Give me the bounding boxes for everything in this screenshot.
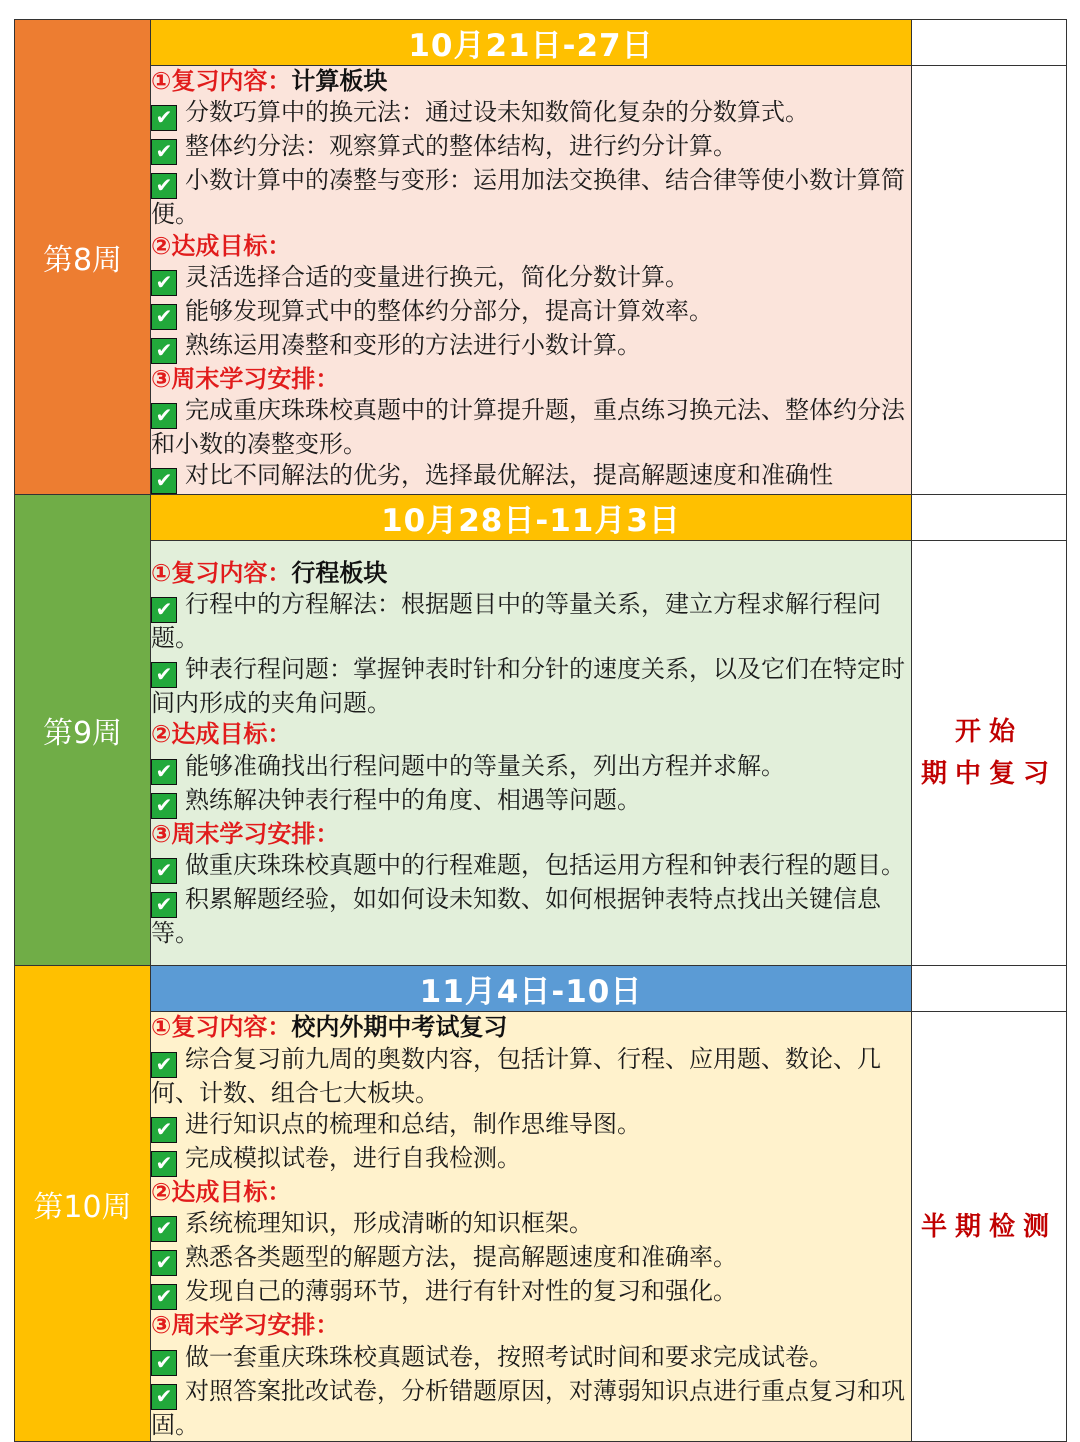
checkbox-checked-icon: ✔ bbox=[151, 270, 177, 296]
note-header-cell bbox=[912, 966, 1067, 1012]
checklist-item bbox=[151, 460, 911, 494]
checklist-item-text: 系统梳理知识，形成清晰的知识框架。 bbox=[185, 1209, 593, 1238]
checkbox-checked-icon: ✔ bbox=[151, 759, 177, 785]
week-note bbox=[912, 1012, 1067, 1441]
checklist-item-text: 行程中的方程解法：根据题目中的等量关系，建立方程求解行程问题。 bbox=[151, 589, 881, 652]
section-topic: 行程板块 bbox=[291, 558, 388, 587]
week-content bbox=[151, 541, 912, 966]
week-content-row bbox=[15, 541, 1067, 966]
checklist-item bbox=[151, 1208, 911, 1242]
checklist-item-text: 积累解题经验，如如何设未知数、如何根据钟表特点找出关键信息等。 bbox=[151, 885, 881, 948]
checklist-item-text: 整体约分法：观察算式的整体结构，进行约分计算。 bbox=[185, 132, 737, 161]
checklist-item bbox=[151, 330, 911, 364]
checkbox-checked-icon: ✔ bbox=[151, 1052, 177, 1078]
section-label: ①复习内容： bbox=[151, 1013, 292, 1042]
week-note-line: 开始 bbox=[954, 717, 1023, 748]
checklist-item-text: 对照答案批改试卷，分析错题原因，对薄弱知识点进行重点复习和巩固。 bbox=[151, 1376, 905, 1439]
section-topic: 校内外期中考试复习 bbox=[291, 1013, 508, 1042]
week-content bbox=[151, 1012, 912, 1441]
checklist-item-text: 发现自己的薄弱环节，进行有针对性的复习和强化。 bbox=[185, 1277, 737, 1306]
checklist-item bbox=[151, 296, 911, 330]
checkbox-checked-icon: ✔ bbox=[151, 1250, 177, 1276]
section-heading bbox=[151, 66, 911, 97]
week-note-line: 半期检测 bbox=[920, 1211, 1057, 1242]
checkbox-checked-icon: ✔ bbox=[151, 1284, 177, 1310]
week-label: 第9周 bbox=[15, 495, 151, 966]
week-label: 第10周 bbox=[15, 966, 151, 1441]
section-heading bbox=[151, 1012, 911, 1043]
checklist-item-text: 熟练解决钟表行程中的角度、相遇等问题。 bbox=[185, 785, 641, 814]
checkbox-checked-icon: ✔ bbox=[151, 858, 177, 884]
checklist-item-text: 熟悉各类题型的解题方法，提高解题速度和准确率。 bbox=[185, 1243, 737, 1272]
checklist-item bbox=[151, 1109, 911, 1143]
section-heading bbox=[151, 819, 911, 850]
section-label: ③周末学习安排： bbox=[151, 819, 340, 848]
week-content-row bbox=[15, 1012, 1067, 1441]
checklist-item bbox=[151, 884, 911, 949]
checkbox-checked-icon: ✔ bbox=[151, 1151, 177, 1177]
checklist-item bbox=[151, 1242, 911, 1276]
note-header-cell bbox=[912, 20, 1067, 66]
checklist-item bbox=[151, 1276, 911, 1310]
section-heading bbox=[151, 231, 911, 262]
checklist-item bbox=[151, 1376, 911, 1441]
checklist-item-text: 综合复习前九周的奥数内容，包括计算、行程、应用题、数论、几何、计数、组合七大板块。 bbox=[151, 1044, 881, 1107]
section-label: ①复习内容： bbox=[151, 558, 292, 587]
checkbox-checked-icon: ✔ bbox=[151, 468, 177, 494]
checklist-item bbox=[151, 654, 911, 719]
date-range-header: 11月4日-10日 bbox=[151, 966, 912, 1012]
section-heading bbox=[151, 1310, 911, 1341]
checklist-item-text: 做重庆珠珠校真题中的行程难题，包括运用方程和钟表行程的题目。 bbox=[185, 851, 905, 880]
section-heading bbox=[151, 558, 911, 589]
checkbox-checked-icon: ✔ bbox=[151, 173, 177, 199]
week-content bbox=[151, 66, 912, 495]
checklist-item bbox=[151, 1342, 911, 1376]
week-label: 第8周 bbox=[15, 20, 151, 495]
checkbox-checked-icon: ✔ bbox=[151, 139, 177, 165]
checkbox-checked-icon: ✔ bbox=[151, 793, 177, 819]
note-header-cell bbox=[912, 495, 1067, 541]
week-content-row bbox=[15, 66, 1067, 495]
checklist-item bbox=[151, 262, 911, 296]
checkbox-checked-icon: ✔ bbox=[151, 338, 177, 364]
checklist-item-text: 灵活选择合适的变量进行换元，简化分数计算。 bbox=[185, 262, 689, 291]
checklist-item-text: 完成模拟试卷，进行自我检测。 bbox=[185, 1144, 521, 1173]
checklist-item-text: 进行知识点的梳理和总结，制作思维导图。 bbox=[185, 1110, 641, 1139]
study-plan-table bbox=[14, 19, 1067, 1442]
week-date-row bbox=[15, 966, 1067, 1012]
section-label: ③周末学习安排： bbox=[151, 1311, 340, 1340]
checkbox-checked-icon: ✔ bbox=[151, 1384, 177, 1410]
week-date-row bbox=[15, 20, 1067, 66]
checklist-item bbox=[151, 1044, 911, 1109]
checkbox-checked-icon: ✔ bbox=[151, 403, 177, 429]
section-label: ①复习内容： bbox=[151, 67, 292, 95]
checklist-item-text: 小数计算中的凑整与变形：运用加法交换律、结合律等使小数计算简便。 bbox=[151, 166, 905, 229]
checklist-item bbox=[151, 751, 911, 785]
checklist-item-text: 做一套重庆珠珠校真题试卷，按照考试时间和要求完成试卷。 bbox=[185, 1342, 833, 1371]
checklist-item bbox=[151, 589, 911, 654]
date-range-header: 10月28日-11月3日 bbox=[151, 495, 912, 541]
checkbox-checked-icon: ✔ bbox=[151, 105, 177, 131]
checklist-item-text: 分数巧算中的换元法：通过设未知数简化复杂的分数算式。 bbox=[185, 98, 809, 127]
checklist-item-text: 完成重庆珠珠校真题中的计算提升题，重点练习换元法、整体约分法和小数的凑整变形。 bbox=[151, 396, 905, 459]
section-label: ②达成目标： bbox=[151, 231, 292, 260]
section-topic: 计算板块 bbox=[291, 67, 388, 95]
week-note bbox=[912, 66, 1067, 495]
checklist-item bbox=[151, 395, 911, 460]
checkbox-checked-icon: ✔ bbox=[151, 597, 177, 623]
checklist-item bbox=[151, 785, 911, 819]
checkbox-checked-icon: ✔ bbox=[151, 1117, 177, 1143]
checkbox-checked-icon: ✔ bbox=[151, 662, 177, 688]
checklist-item bbox=[151, 97, 911, 131]
checkbox-checked-icon: ✔ bbox=[151, 304, 177, 330]
week-date-row bbox=[15, 495, 1067, 541]
checklist-item bbox=[151, 850, 911, 884]
section-heading bbox=[151, 1177, 911, 1208]
section-label: ②达成目标： bbox=[151, 720, 292, 749]
checklist-item bbox=[151, 131, 911, 165]
checklist-item-text: 熟练运用凑整和变形的方法进行小数计算。 bbox=[185, 330, 641, 359]
section-label: ②达成目标： bbox=[151, 1178, 292, 1207]
section-heading bbox=[151, 364, 911, 395]
section-label: ③周末学习安排： bbox=[151, 364, 340, 393]
checklist-item bbox=[151, 165, 911, 230]
checkbox-checked-icon: ✔ bbox=[151, 1350, 177, 1376]
section-heading bbox=[151, 719, 911, 750]
checklist-item-text: 能够发现算式中的整体约分部分，提高计算效率。 bbox=[185, 296, 713, 325]
date-range-header: 10月21日-27日 bbox=[151, 20, 912, 66]
checklist-item-text: 能够准确找出行程问题中的等量关系，列出方程并求解。 bbox=[185, 751, 785, 780]
checklist-item bbox=[151, 1143, 911, 1177]
checkbox-checked-icon: ✔ bbox=[151, 892, 177, 918]
week-note bbox=[912, 541, 1067, 966]
week-note-line: 期中复习 bbox=[920, 759, 1057, 790]
checklist-item-text: 对比不同解法的优劣，选择最优解法，提高解题速度和准确性 bbox=[185, 461, 833, 490]
checkbox-checked-icon: ✔ bbox=[151, 1216, 177, 1242]
checklist-item-text: 钟表行程问题：掌握钟表时针和分针的速度关系，以及它们在特定时间内形成的夹角问题。 bbox=[151, 655, 905, 718]
